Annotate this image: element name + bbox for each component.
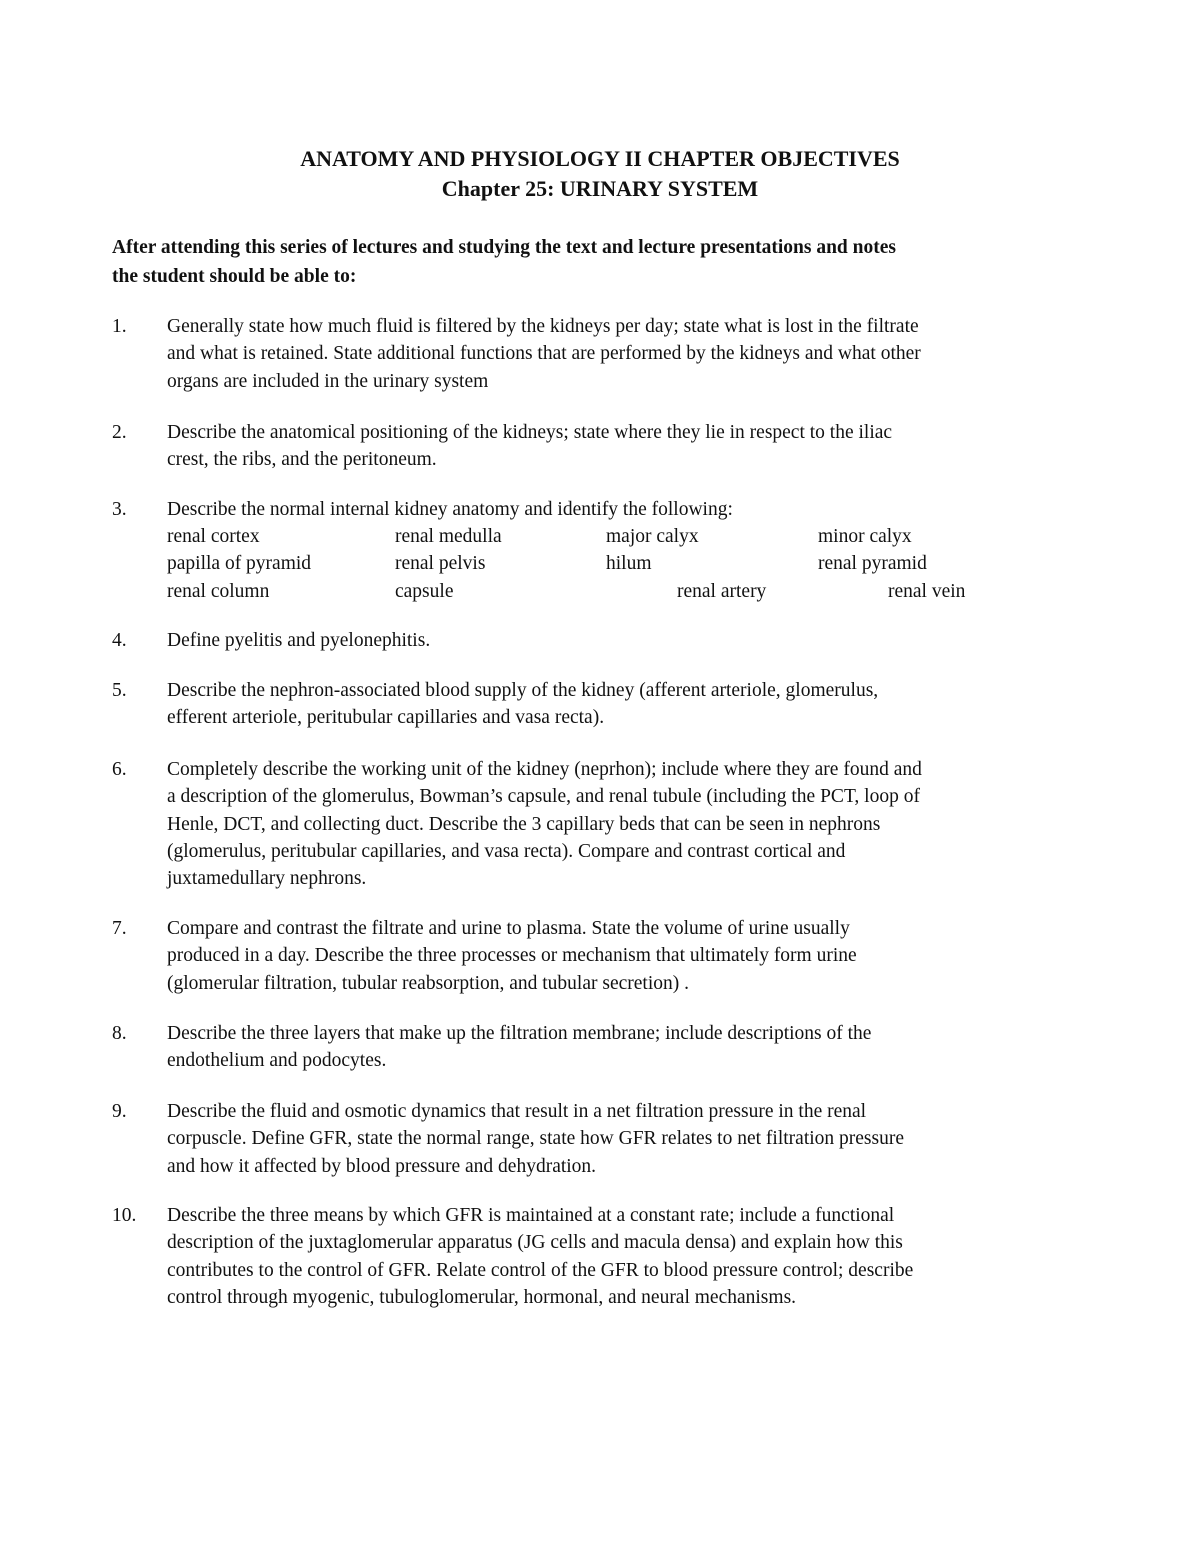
intro-line: the student should be able to: <box>112 266 357 287</box>
anatomy-term: capsule <box>395 581 454 603</box>
objective-number: 3. <box>112 499 127 520</box>
objective-item <box>112 677 1092 732</box>
objective-line: Describe the three layers that make up the filtration membrane; include descriptions of the <box>167 1023 872 1044</box>
objective-number: 8. <box>112 1023 127 1044</box>
objective-item <box>112 627 1092 654</box>
objective-item <box>112 313 1092 395</box>
objective-item <box>112 496 1092 607</box>
objective-line: control through myogenic, tubuloglomerular, hormonal, and neural mechanisms. <box>167 1286 797 1308</box>
anatomy-term: renal artery <box>677 581 767 603</box>
objective-item <box>112 756 1092 892</box>
objective-number: 2. <box>112 422 127 443</box>
objective-number: 4. <box>112 630 127 651</box>
objective-line: Describe the normal internal kidney anatomy and identify the following: <box>167 499 733 520</box>
objective-item <box>112 1202 1092 1311</box>
objective-number: 7. <box>112 918 127 939</box>
objective-line: juxtamedullary nephrons. <box>167 868 367 890</box>
objective-number: 9. <box>112 1101 127 1122</box>
objective-line: produced in a day. Describe the three processes or mechanism that ultimately form urine <box>167 945 857 967</box>
objective-line: and what is retained. State additional functions that are performed by the kidneys and what other <box>167 343 921 365</box>
objective-text <box>167 419 1092 474</box>
objective-number: 6. <box>112 759 127 780</box>
anatomy-term: renal column <box>167 581 270 603</box>
objective-number: 1. <box>112 316 127 337</box>
objective-line: contributes to the control of GFR. Relate control of the GFR to blood pressure control; describe <box>167 1259 914 1281</box>
objective-item <box>112 915 1092 997</box>
objective-line: Describe the three means by which GFR is maintained at a constant rate; include a functional <box>167 1205 895 1226</box>
objective-line: Describe the anatomical positioning of the kidneys; state where they lie in respect to the iliac <box>167 422 893 443</box>
document-title: ANATOMY AND PHYSIOLOGY II CHAPTER OBJECTIVES <box>300 146 900 171</box>
anatomy-term: papilla of pyramid <box>167 553 312 575</box>
objective-line: (glomerulus, peritubular capillaries, and vasa recta). Compare and contrast cortical and <box>167 840 846 862</box>
objective-number: 10. <box>112 1205 137 1226</box>
objective-line: Describe the fluid and osmotic dynamics that result in a net filtration pressure in the renal <box>167 1101 867 1122</box>
anatomy-term: renal pyramid <box>818 553 927 575</box>
anatomy-term: renal vein <box>888 581 966 603</box>
objective-line: efferent arteriole, peritubular capillaries and vasa recta). <box>167 707 605 729</box>
objective-line: and how it affected by blood pressure and dehydration. <box>167 1155 597 1177</box>
objective-text <box>167 756 1092 892</box>
objective-line: organs are included in the urinary system <box>167 370 489 392</box>
objective-text <box>167 313 1092 395</box>
chapter-title: Chapter 25: URINARY SYSTEM <box>441 176 759 201</box>
anatomy-term: minor calyx <box>818 526 912 548</box>
anatomy-term: renal medulla <box>395 526 502 548</box>
objective-line: Define pyelitis and pyelonephitis. <box>167 630 431 651</box>
objective-item <box>112 419 1092 474</box>
objective-line: Henle, DCT, and collecting duct. Describe the 3 capillary beds that can be seen in nephrons <box>167 813 881 835</box>
objective-line: description of the juxtaglomerular apparatus (JG cells and macula densa) and explain how this <box>167 1232 903 1254</box>
objective-text <box>167 1020 1092 1075</box>
objective-line: Completely describe the working unit of the kidney (neprhon); include where they are found and <box>167 759 922 780</box>
anatomy-term: renal cortex <box>167 526 260 548</box>
objective-text <box>167 1098 1092 1180</box>
objective-line: (glomerular filtration, tubular reabsorption, and tubular secretion) . <box>167 972 689 994</box>
objective-line: Compare and contrast the filtrate and urine to plasma. State the volume of urine usually <box>167 918 850 939</box>
objective-text <box>167 496 1092 607</box>
anatomy-terms-grid <box>167 523 1092 607</box>
objective-line: crest, the ribs, and the peritoneum. <box>167 449 437 471</box>
objective-text <box>167 915 1092 997</box>
anatomy-term: renal pelvis <box>395 553 486 575</box>
objective-line: corpuscle. Define GFR, state the normal range, state how GFR relates to net filtration pressure <box>167 1128 905 1150</box>
objective-text <box>167 1202 1092 1311</box>
objective-line: endothelium and podocytes. <box>167 1050 387 1072</box>
objective-number: 5. <box>112 680 127 701</box>
intro-paragraph <box>112 233 1072 291</box>
anatomy-term: major calyx <box>606 526 699 548</box>
intro-line: After attending this series of lectures and studying the text and lecture presentations and notes <box>112 237 896 258</box>
anatomy-term: hilum <box>606 553 652 575</box>
objective-line: Generally state how much fluid is filtered by the kidneys per day; state what is lost in the filtrate <box>167 316 919 337</box>
objective-text <box>167 677 1092 732</box>
objective-item <box>112 1098 1092 1180</box>
objective-line: a description of the glomerulus, Bowman’s capsule, and renal tubule (including the PCT, loop of <box>167 786 920 808</box>
objective-item <box>112 1020 1092 1075</box>
objective-text <box>167 627 1092 654</box>
objective-line: Describe the nephron-associated blood supply of the kidney (afferent arteriole, glomerulus, <box>167 680 879 701</box>
